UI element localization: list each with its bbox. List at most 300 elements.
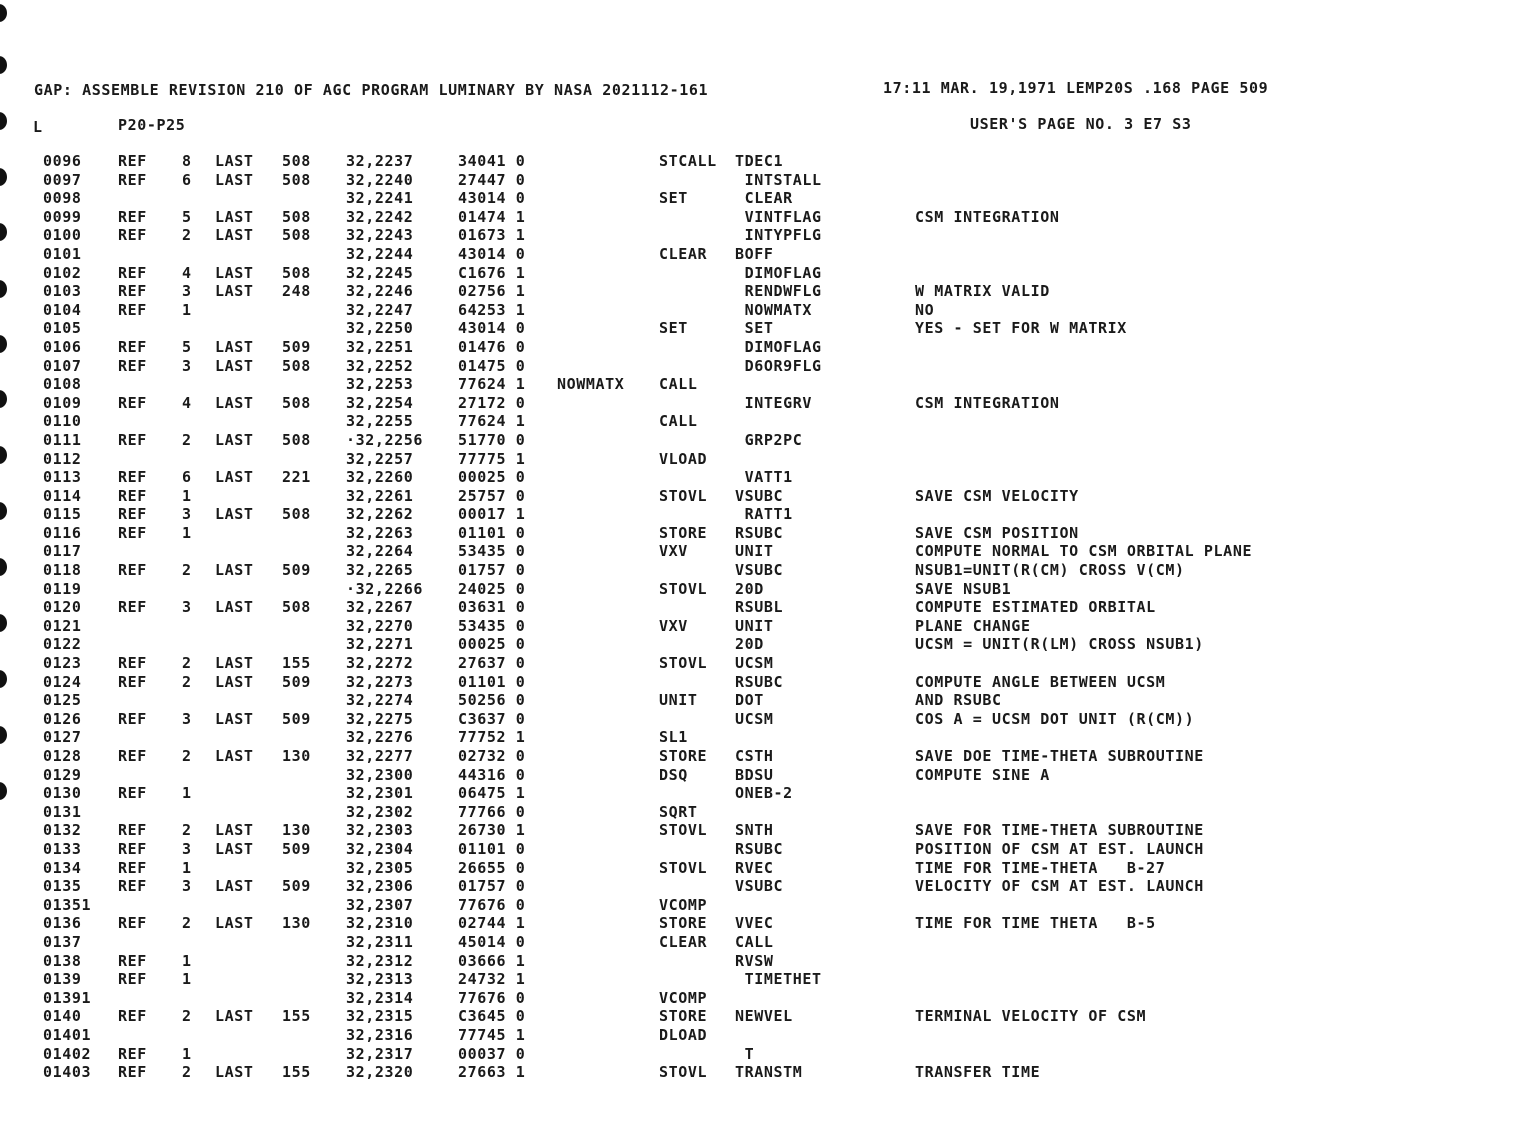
operand: RSUBC	[735, 839, 784, 858]
octal-word: 02744 1	[458, 914, 526, 933]
line-number: 0098	[43, 189, 82, 208]
ref-tag: REF	[118, 523, 147, 542]
ref-count: 2	[182, 1063, 192, 1082]
address: 32,2260	[346, 468, 414, 487]
ref-count: 4	[182, 393, 192, 412]
comment: COMPUTE SINE A	[915, 765, 1050, 784]
line-number: 0139	[43, 970, 82, 989]
ref-count: 1	[182, 858, 192, 877]
opcode: STCALL	[659, 152, 717, 170]
operand: VSUBC	[735, 561, 784, 580]
comment: W MATRIX VALID	[915, 282, 1050, 301]
address: ·32,2266	[346, 579, 424, 598]
ref-tag: REF	[118, 430, 147, 449]
ref-count: 6	[182, 468, 192, 487]
ref-tag: REF	[118, 1063, 147, 1082]
octal-word: 01476 0	[458, 337, 526, 356]
address: 32,2310	[346, 914, 414, 933]
address: 32,2254	[346, 393, 414, 412]
address: 32,2245	[346, 263, 414, 282]
comment: CSM INTEGRATION	[915, 393, 1060, 412]
octal-word: 27447 0	[458, 170, 526, 189]
operand: DIMOFLAG	[735, 337, 822, 356]
operand: CLEAR	[735, 189, 793, 208]
octal-word: 45014 0	[458, 932, 526, 951]
line-number: 0124	[43, 672, 82, 691]
ref-count: 1	[182, 784, 192, 803]
ref-count: 3	[182, 709, 192, 728]
last-page: 509	[282, 709, 311, 728]
ref-count: 3	[182, 505, 192, 524]
last-tag: LAST	[215, 561, 254, 580]
listing-row	[0, 580, 1536, 599]
listing-row	[0, 282, 1536, 301]
address: 32,2313	[346, 970, 414, 989]
operand: INTSTALL	[735, 170, 822, 189]
address: 32,2311	[346, 932, 414, 951]
octal-word: 25757 0	[458, 486, 526, 505]
octal-word: 27172 0	[458, 393, 526, 412]
opcode: VXV	[659, 542, 688, 561]
octal-word: 00025 0	[458, 635, 526, 654]
comment: SAVE FOR TIME-THETA SUBROUTINE	[915, 821, 1204, 840]
line-number: 0133	[43, 839, 82, 858]
last-tag: LAST	[215, 1007, 254, 1026]
listing-row	[0, 171, 1536, 190]
listing-row	[0, 877, 1536, 896]
line-number: 0109	[43, 393, 82, 412]
address: 32,2242	[346, 207, 414, 226]
last-page: 508	[282, 263, 311, 282]
last-tag: LAST	[215, 1063, 254, 1082]
address: 32,2320	[346, 1063, 414, 1082]
address: 32,2270	[346, 616, 414, 635]
line-number: 0114	[43, 486, 82, 505]
opcode: CALL	[659, 412, 698, 431]
address: 32,2301	[346, 784, 414, 803]
last-page: 509	[282, 561, 311, 580]
operand: RSUBL	[735, 598, 784, 617]
octal-word: 77624 1	[458, 375, 526, 394]
last-page: 130	[282, 747, 311, 765]
line-number: 0131	[43, 802, 82, 821]
comment: SAVE CSM VELOCITY	[915, 486, 1079, 505]
operand: 20D	[735, 635, 764, 654]
line-number: 0121	[43, 616, 82, 635]
octal-word: 34041 0	[458, 152, 526, 170]
last-tag: LAST	[215, 393, 254, 412]
operand: RSUBC	[735, 523, 784, 542]
octal-word: 44316 0	[458, 765, 526, 784]
last-page: 509	[282, 337, 311, 356]
operand: VSUBC	[735, 486, 784, 505]
last-tag: LAST	[215, 839, 254, 858]
line-number: 0138	[43, 951, 82, 970]
operand: UCSM	[735, 654, 774, 673]
last-tag: LAST	[215, 598, 254, 617]
octal-word: C3637 0	[458, 709, 526, 728]
opcode: STOVL	[659, 821, 708, 840]
ref-count: 2	[182, 914, 192, 933]
symbol-label: NOWMATX	[557, 375, 625, 394]
ref-count: 5	[182, 207, 192, 226]
line-number: 0136	[43, 914, 82, 933]
comment: TIME FOR TIME THETA B-5	[915, 914, 1156, 933]
octal-word: 50256 0	[458, 691, 526, 710]
operand: RVSW	[735, 951, 774, 970]
ref-tag: REF	[118, 337, 147, 356]
ref-tag: REF	[118, 598, 147, 617]
opcode: STORE	[659, 1007, 708, 1026]
octal-word: 77745 1	[458, 1025, 526, 1044]
octal-word: C3645 0	[458, 1007, 526, 1026]
octal-word: 77775 1	[458, 449, 526, 468]
last-tag: LAST	[215, 430, 254, 449]
listing-row	[0, 319, 1536, 338]
ref-count: 3	[182, 598, 192, 617]
listing-row	[0, 1063, 1536, 1082]
octal-word: 77766 0	[458, 802, 526, 821]
ref-tag: REF	[118, 1044, 147, 1063]
address: 32,2302	[346, 802, 414, 821]
line-number: 0115	[43, 505, 82, 524]
last-page: 221	[282, 468, 311, 487]
address: 32,2253	[346, 375, 414, 394]
line-number: 0104	[43, 300, 82, 319]
line-number: 0097	[43, 170, 82, 189]
ref-tag: REF	[118, 226, 147, 245]
comment: NSUB1=UNIT(R(CM) CROSS V(CM)	[915, 561, 1185, 580]
listing-row	[0, 189, 1536, 208]
address: 32,2257	[346, 449, 414, 468]
operand: GRP2PC	[735, 430, 803, 449]
listing-row	[0, 840, 1536, 859]
operand: VATT1	[735, 468, 793, 487]
line-number: 0105	[43, 319, 82, 338]
line-number: 0140	[43, 1007, 82, 1026]
comment: VELOCITY OF CSM AT EST. LAUNCH	[915, 877, 1204, 896]
opcode: VCOMP	[659, 988, 708, 1007]
octal-word: 02732 0	[458, 747, 526, 765]
ref-count: 2	[182, 747, 192, 765]
listing-row	[0, 673, 1536, 692]
operand: NOWMATX	[735, 300, 813, 319]
line-number: 0107	[43, 356, 82, 375]
ref-tag: REF	[118, 970, 147, 989]
operand: BOFF	[735, 244, 774, 263]
comment: TERMINAL VELOCITY OF CSM	[915, 1007, 1147, 1026]
listing-row	[0, 338, 1536, 357]
last-tag: LAST	[215, 821, 254, 840]
ref-count: 5	[182, 337, 192, 356]
octal-word: 02756 1	[458, 282, 526, 301]
header-title: GAP: ASSEMBLE REVISION 210 OF AGC PROGRAM LUMINARY BY NASA 2021112-161	[34, 81, 709, 99]
ref-tag: REF	[118, 951, 147, 970]
last-tag: LAST	[215, 170, 254, 189]
address: 32,2246	[346, 282, 414, 301]
octal-word: 03666 1	[458, 951, 526, 970]
last-tag: LAST	[215, 207, 254, 226]
octal-word: 01475 0	[458, 356, 526, 375]
listing-row	[0, 1045, 1536, 1064]
octal-word: 24732 1	[458, 970, 526, 989]
ref-count: 6	[182, 170, 192, 189]
line-number: 01391	[43, 988, 92, 1007]
opcode: STOVL	[659, 1063, 708, 1082]
opcode: UNIT	[659, 691, 698, 710]
opcode: VCOMP	[659, 895, 708, 914]
address: 32,2237	[346, 152, 414, 170]
operand: TDEC1	[735, 152, 784, 170]
last-tag: LAST	[215, 914, 254, 933]
listing-row	[0, 468, 1536, 487]
last-page: 155	[282, 1063, 311, 1082]
address: 32,2274	[346, 691, 414, 710]
address: 32,2273	[346, 672, 414, 691]
comment: CSM INTEGRATION	[915, 207, 1060, 226]
address: 32,2314	[346, 988, 414, 1007]
last-page: 508	[282, 226, 311, 245]
operand: T	[735, 1044, 755, 1063]
header-log-letter: L	[33, 118, 43, 136]
last-tag: LAST	[215, 152, 254, 170]
comment: SAVE DOE TIME-THETA SUBROUTINE	[915, 747, 1204, 765]
listing-row	[0, 412, 1536, 431]
last-tag: LAST	[215, 337, 254, 356]
last-page: 509	[282, 877, 311, 896]
listing-row	[0, 803, 1536, 822]
opcode: VXV	[659, 616, 688, 635]
ref-tag: REF	[118, 505, 147, 524]
line-number: 0100	[43, 226, 82, 245]
octal-word: 43014 0	[458, 189, 526, 208]
ref-count: 4	[182, 263, 192, 282]
octal-word: 77676 0	[458, 988, 526, 1007]
octal-word: 51770 0	[458, 430, 526, 449]
line-number: 0111	[43, 430, 82, 449]
listing-row	[0, 245, 1536, 264]
opcode: CLEAR	[659, 932, 708, 951]
ref-count: 1	[182, 300, 192, 319]
address: 32,2244	[346, 244, 414, 263]
ref-tag: REF	[118, 877, 147, 896]
operand: SNTH	[735, 821, 774, 840]
listing-row	[0, 1007, 1536, 1026]
comment: AND RSUBC	[915, 691, 1002, 710]
ref-tag: REF	[118, 672, 147, 691]
last-tag: LAST	[215, 672, 254, 691]
ref-tag: REF	[118, 839, 147, 858]
last-page: 509	[282, 672, 311, 691]
last-page: 248	[282, 282, 311, 301]
address: 32,2271	[346, 635, 414, 654]
octal-word: 27663 1	[458, 1063, 526, 1082]
last-page: 508	[282, 393, 311, 412]
opcode: SET	[659, 319, 688, 338]
octal-word: 01474 1	[458, 207, 526, 226]
octal-word: 43014 0	[458, 244, 526, 263]
octal-word: 77676 0	[458, 895, 526, 914]
address: 32,2307	[346, 895, 414, 914]
operand: NEWVEL	[735, 1007, 793, 1026]
last-page: 130	[282, 914, 311, 933]
octal-word: 01101 0	[458, 523, 526, 542]
operand: TIMETHET	[735, 970, 822, 989]
address: 32,2247	[346, 300, 414, 319]
address: 32,2312	[346, 951, 414, 970]
listing-row	[0, 970, 1536, 989]
last-page: 508	[282, 152, 311, 170]
ref-tag: REF	[118, 858, 147, 877]
assembly-listing	[0, 152, 1536, 1082]
octal-word: 06475 1	[458, 784, 526, 803]
listing-row	[0, 635, 1536, 654]
operand: CSTH	[735, 747, 774, 765]
listing-row	[0, 1026, 1536, 1045]
listing-row	[0, 710, 1536, 729]
ref-tag: REF	[118, 709, 147, 728]
address: 32,2276	[346, 728, 414, 747]
line-number: 0129	[43, 765, 82, 784]
opcode: STORE	[659, 523, 708, 542]
octal-word: 64253 1	[458, 300, 526, 319]
address: 32,2243	[346, 226, 414, 245]
last-tag: LAST	[215, 226, 254, 245]
operand: UNIT	[735, 542, 774, 561]
ref-tag: REF	[118, 393, 147, 412]
punch-hole-decoration	[0, 4, 7, 22]
listing-row	[0, 598, 1536, 617]
line-number: 0102	[43, 263, 82, 282]
opcode: VLOAD	[659, 449, 708, 468]
operand: INTYPFLG	[735, 226, 822, 245]
octal-word: 27637 0	[458, 654, 526, 673]
operand: RENDWFLG	[735, 282, 822, 301]
listing-row	[0, 561, 1536, 580]
operand: TRANSTM	[735, 1063, 803, 1082]
listing-row	[0, 450, 1536, 469]
octal-word: 01101 0	[458, 672, 526, 691]
last-page: 155	[282, 654, 311, 673]
line-number: 0113	[43, 468, 82, 487]
last-page: 509	[282, 839, 311, 858]
ref-count: 2	[182, 561, 192, 580]
ref-count: 1	[182, 486, 192, 505]
ref-count: 2	[182, 226, 192, 245]
last-tag: LAST	[215, 877, 254, 896]
listing-row	[0, 691, 1536, 710]
operand: VVEC	[735, 914, 774, 933]
comment: SAVE NSUB1	[915, 579, 1012, 598]
octal-word: 01757 0	[458, 877, 526, 896]
octal-word: 00017 1	[458, 505, 526, 524]
last-tag: LAST	[215, 356, 254, 375]
ref-count: 1	[182, 970, 192, 989]
ref-count: 3	[182, 877, 192, 896]
listing-row	[0, 375, 1536, 394]
ref-tag: REF	[118, 356, 147, 375]
address: 32,2316	[346, 1025, 414, 1044]
ref-tag: REF	[118, 561, 147, 580]
line-number: 0120	[43, 598, 82, 617]
octal-word: 01673 1	[458, 226, 526, 245]
octal-word: 53435 0	[458, 616, 526, 635]
address: 32,2303	[346, 821, 414, 840]
last-tag: LAST	[215, 468, 254, 487]
ref-tag: REF	[118, 914, 147, 933]
line-number: 01402	[43, 1044, 92, 1063]
line-number: 0126	[43, 709, 82, 728]
line-number: 0103	[43, 282, 82, 301]
opcode: STORE	[659, 914, 708, 933]
punch-hole-decoration	[0, 112, 7, 130]
ref-count: 1	[182, 523, 192, 542]
ref-count: 3	[182, 356, 192, 375]
listing-row	[0, 208, 1536, 227]
last-tag: LAST	[215, 505, 254, 524]
punch-hole-decoration	[0, 56, 7, 74]
octal-word: 01757 0	[458, 561, 526, 580]
listing-row	[0, 933, 1536, 952]
operand: DOT	[735, 691, 764, 710]
listing-row	[0, 357, 1536, 376]
address: 32,2300	[346, 765, 414, 784]
address: 32,2240	[346, 170, 414, 189]
last-tag: LAST	[215, 654, 254, 673]
last-page: 508	[282, 356, 311, 375]
octal-word: C1676 1	[458, 263, 526, 282]
opcode: CALL	[659, 375, 698, 394]
last-tag: LAST	[215, 709, 254, 728]
operand: D6OR9FLG	[735, 356, 822, 375]
listing-row	[0, 226, 1536, 245]
line-number: 01351	[43, 895, 92, 914]
line-number: 0099	[43, 207, 82, 226]
operand: 20D	[735, 579, 764, 598]
last-page: 508	[282, 207, 311, 226]
comment: COMPUTE ESTIMATED ORBITAL	[915, 598, 1156, 617]
operand: RVEC	[735, 858, 774, 877]
last-page: 508	[282, 430, 311, 449]
comment: COMPUTE ANGLE BETWEEN UCSM	[915, 672, 1166, 691]
listing-row	[0, 821, 1536, 840]
address: 32,2251	[346, 337, 414, 356]
listing-row	[0, 152, 1536, 171]
line-number: 0110	[43, 412, 82, 431]
comment: COS A = UCSM DOT UNIT (R(CM))	[915, 709, 1195, 728]
last-page: 130	[282, 821, 311, 840]
ref-count: 3	[182, 839, 192, 858]
last-page: 508	[282, 170, 311, 189]
ref-count: 1	[182, 1044, 192, 1063]
listing-row	[0, 654, 1536, 673]
line-number: 0134	[43, 858, 82, 877]
ref-tag: REF	[118, 207, 147, 226]
operand: UCSM	[735, 709, 774, 728]
comment: TRANSFER TIME	[915, 1063, 1041, 1082]
line-number: 0130	[43, 784, 82, 803]
ref-count: 8	[182, 152, 192, 170]
octal-word: 26655 0	[458, 858, 526, 877]
address: 32,2252	[346, 356, 414, 375]
line-number: 0118	[43, 561, 82, 580]
listing-row	[0, 542, 1536, 561]
line-number: 0122	[43, 635, 82, 654]
ref-tag: REF	[118, 821, 147, 840]
header-section: P20-P25	[118, 116, 186, 134]
opcode: SQRT	[659, 802, 698, 821]
line-number: 01403	[43, 1063, 92, 1082]
